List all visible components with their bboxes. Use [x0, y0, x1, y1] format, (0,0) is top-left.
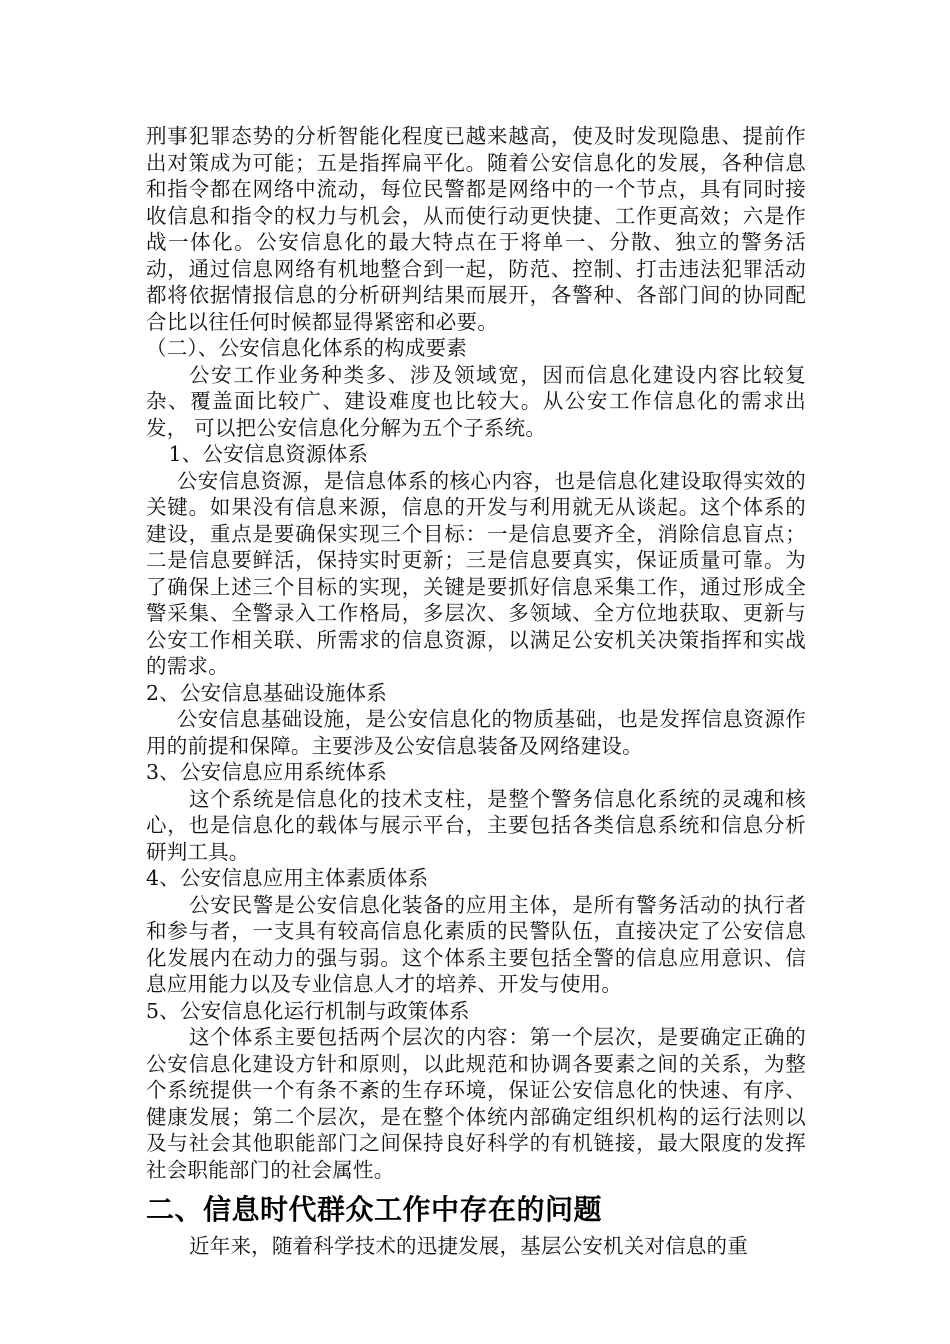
section-2-paragraph: 公安工作业务种类多、涉及领域宽，因而信息化建设内容比较复杂、覆盖面比较广、建设难度也比较大。从公安工作信息化的需求出发， 可以把公安信息化分解为五个子系统。: [146, 362, 806, 440]
subsection-2-paragraph: 公安信息基础设施，是公安信息化的物质基础，也是发挥信息资源作用的前提和保障。主要涉及公安信息装备及网络建设。: [146, 707, 806, 758]
chapter-2-paragraph: 近年来，随着科学技术的迅捷发展，基层公安机关对信息的重: [189, 1234, 748, 1258]
chapter-2-heading: 二、信息时代群众工作中存在的问题: [146, 1193, 603, 1226]
intro-paragraph: 刑事犯罪态势的分析智能化程度已越来越高，使及时发现隐患、提前作出对策成为可能；五是指挥扁平化。随着公安信息化的发展，各种信息和指令都在网络中流动，每位民警都是网络中的一个节点，具有同时接收信息和指令的权力与机会，从而使行动更快捷、工作更高效；六是作战一体化。公安信息化的最大特点在于将单一、分散、独立的警务活动，通过信息网络有机地整合到一起，防范、控制、打击违法犯罪活动都将依据情报信息的分析研判结果而展开，各警种、各部门间的协同配合比以往任何时候都显得紧密和必要。: [146, 124, 806, 334]
document-body: [146, 123, 806, 1260]
subheading-4: 4、公安信息应用主体素质体系: [146, 866, 429, 890]
subsection-1-paragraph: 公安信息资源，是信息体系的核心内容，也是信息化建设取得实效的关键。如果没有信息来源，信息的开发与利用就无从谈起。这个体系的建设，重点是要确保实现三个目标：一是信息要齐全，消除信息盲点；二是信息要鲜活，保持实时更新；三是信息要真实，保证质量可靠。为了确保上述三个目标的实现，关键是要抓好信息采集工作，通过形成全警采集、全警录入工作格局，多层次、多领域、全方位地获取、更新与公安工作相关联、所需求的信息资源，以满足公安机关决策指挥和实战的需求。: [146, 468, 806, 678]
subsection-4-paragraph: 公安民警是公安信息化装备的应用主体，是所有警务活动的执行者和参与者，一支具有较高信息化素质的民警队伍，直接决定了公安信息化发展内在动力的强与弱。这个体系主要包括全警的信息应用意识、信息应用能力以及专业信息人才的培养、开发与使用。: [146, 892, 806, 996]
subheading-3: 3、公安信息应用系统体系: [146, 760, 387, 784]
subheading-1: 1、公安信息资源体系: [168, 442, 369, 466]
subheading-5: 5、公安信息化运行机制与政策体系: [146, 998, 470, 1023]
subsection-3-paragraph: 这个系统是信息化的技术支柱，是整个警务信息化系统的灵魂和核心，也是信息化的载体与展示平台，主要包括各类信息系统和信息分析研判工具。: [146, 786, 806, 864]
subsection-5-paragraph: 这个体系主要包括两个层次的内容：第一个层次，是要确定正确的公安信息化建设方针和原则，以此规范和协调各要素之间的关系，为整个系统提供一个有条不紊的生存环境，保证公安信息化的快速、有序、健康发展；第二个层次，是在整个体统内部确定组织机构的运行法则以及与社会其他职能部门之间保持良好科学的有机链接，最大限度的发挥社会职能部门的社会属性。: [146, 1025, 806, 1182]
section-heading-2: （二）、公安信息化体系的构成要素: [146, 336, 467, 360]
subheading-2: 2、公安信息基础设施体系: [146, 680, 387, 705]
